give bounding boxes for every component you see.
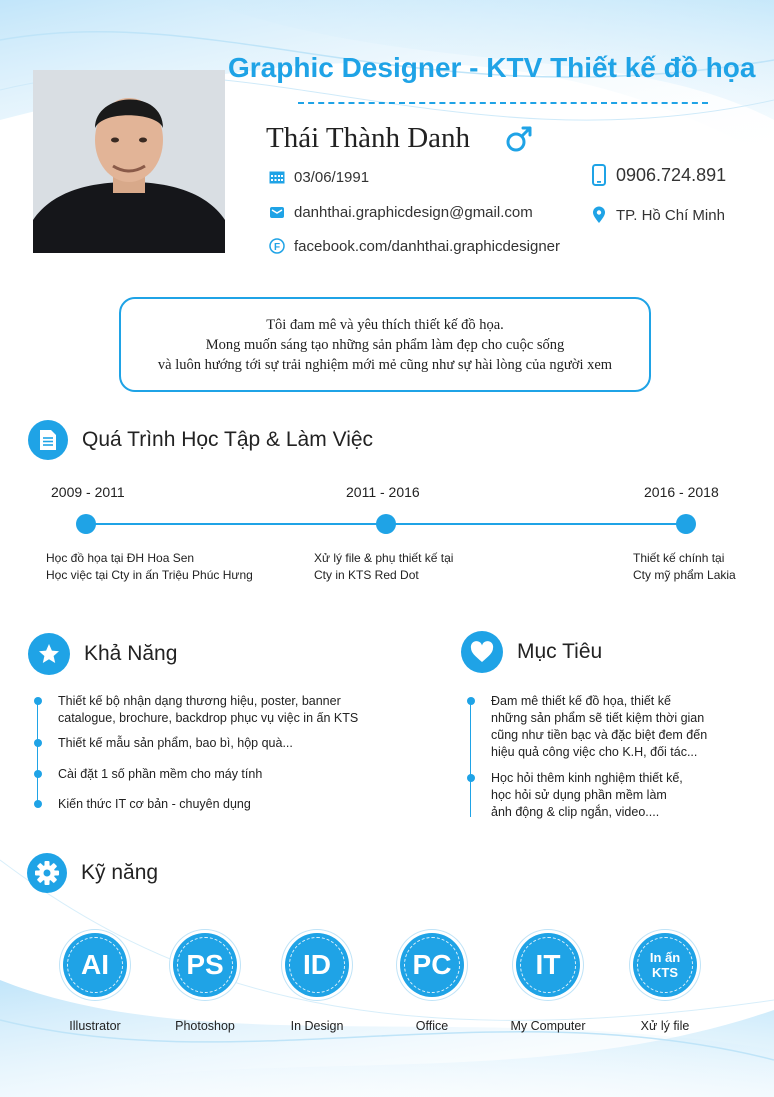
skill-badge: IT bbox=[516, 933, 580, 997]
star-icon bbox=[28, 633, 70, 675]
timeline-section-title bbox=[28, 420, 373, 460]
list-item bbox=[34, 735, 293, 752]
location-text: TP. Hồ Chí Minh bbox=[616, 206, 725, 224]
timeline-dot bbox=[676, 514, 696, 534]
bullet-dot bbox=[34, 697, 42, 705]
contact-location bbox=[590, 206, 725, 224]
contact-dob bbox=[268, 168, 369, 186]
phone-icon bbox=[590, 164, 608, 186]
skill-label: Office bbox=[415, 1019, 449, 1033]
dob-text: 03/06/1991 bbox=[294, 168, 370, 186]
skill-label: Photoshop bbox=[175, 1019, 235, 1033]
skill-item bbox=[262, 933, 372, 1033]
skill-label: Xử lý file bbox=[640, 1019, 690, 1033]
facebook-icon bbox=[268, 237, 286, 255]
gear-icon bbox=[27, 853, 67, 893]
contact-email[interactable] bbox=[268, 203, 533, 221]
list-item-text: Đam mê thiết kế đồ họa, thiết kế những sản phẩm sẽ tiết kiệm thời gian cũng như tiền bạc và đặc biệt đem đến hiệu quả công việc cho K.H, đối tác... bbox=[491, 694, 708, 759]
timeline-entry-desc bbox=[633, 550, 736, 584]
abilities-title-text: Khả Năng bbox=[84, 642, 178, 665]
list-item bbox=[34, 796, 251, 813]
timeline-desc-line: Thiết kế chính tại bbox=[633, 551, 725, 565]
skill-label: In Design bbox=[290, 1019, 344, 1033]
timeline-entry-desc bbox=[46, 550, 253, 584]
mail-icon bbox=[268, 203, 286, 221]
list-item bbox=[467, 693, 707, 761]
map-pin-icon bbox=[590, 206, 608, 224]
about-line: và luôn hướng tới sự trải nghiệm mới mẻ cũng như sự hài lòng của người xem bbox=[157, 356, 613, 373]
skill-badge: PC bbox=[400, 933, 464, 997]
phone-text[interactable]: 0906.724.891 bbox=[616, 164, 727, 185]
timeline-dot bbox=[376, 514, 396, 534]
skill-item bbox=[610, 933, 720, 1033]
skills-title-text: Kỹ năng bbox=[81, 861, 159, 884]
timeline-title-text: Quá Trình Học Tập & Làm Việc bbox=[82, 428, 374, 451]
skill-item bbox=[40, 933, 150, 1033]
timeline-dot bbox=[76, 514, 96, 534]
calendar-icon bbox=[268, 168, 286, 186]
timeline-desc-line: Học đồ họa tại ĐH Hoa Sen bbox=[46, 551, 195, 565]
bullet-dot bbox=[34, 770, 42, 778]
skill-item bbox=[493, 933, 603, 1033]
skill-label: My Computer bbox=[510, 1019, 586, 1033]
timeline-year: 2016 - 2018 bbox=[644, 484, 719, 500]
skill-item bbox=[150, 933, 260, 1033]
headline-title: Graphic Designer - KTV Thiết kế đồ họa bbox=[228, 52, 756, 83]
skill-badge: AI bbox=[63, 933, 127, 997]
timeline-desc-line: Học việc tại Cty in ấn Triệu Phúc Hưng bbox=[46, 568, 253, 582]
person-name: Thái Thành Danh bbox=[266, 122, 471, 154]
skill-badge: ID bbox=[285, 933, 349, 997]
bullet-dot bbox=[34, 739, 42, 747]
skill-item bbox=[377, 933, 487, 1033]
bullet-dot bbox=[34, 800, 42, 808]
timeline-desc-line: Cty in KTS Red Dot bbox=[314, 568, 419, 582]
bullet-dot bbox=[467, 774, 475, 782]
list-item bbox=[34, 693, 358, 727]
document-icon bbox=[28, 420, 68, 460]
about-line: Tôi đam mê và yêu thích thiết kế đồ họa. bbox=[266, 316, 504, 333]
list-item-text: Thiết kế mẫu sản phẩm, bao bì, hộp quà... bbox=[58, 736, 293, 750]
male-symbol-icon bbox=[504, 124, 534, 154]
skill-badge: PS bbox=[173, 933, 237, 997]
facebook-text[interactable]: facebook.com/danhthai.graphicdesigner bbox=[294, 237, 561, 255]
goals-title-text: Mục Tiêu bbox=[517, 640, 603, 663]
contact-facebook[interactable] bbox=[268, 237, 560, 255]
about-line: Mong muốn sáng tạo những sản phẩm làm đẹp cho cuộc sống bbox=[205, 336, 565, 353]
list-item bbox=[467, 770, 683, 821]
timeline-year: 2009 - 2011 bbox=[51, 484, 125, 500]
headline-divider bbox=[298, 102, 708, 104]
timeline-entry-desc bbox=[314, 550, 453, 584]
email-text[interactable]: danhthai.graphicdesign@gmail.com bbox=[294, 203, 533, 221]
contact-phone[interactable] bbox=[590, 164, 726, 186]
heart-icon bbox=[461, 631, 503, 673]
list-item-text: Cài đặt 1 số phần mềm cho máy tính bbox=[58, 767, 263, 781]
list-item bbox=[34, 766, 262, 783]
bullet-dot bbox=[467, 697, 475, 705]
list-item-text: Thiết kế bộ nhận dạng thương hiệu, poster, banner catalogue, brochure, backdrop phục vụ việc in ấn KTS bbox=[58, 694, 359, 725]
goals-list bbox=[467, 693, 757, 823]
timeline-desc-line: Xử lý file & phụ thiết kế tại bbox=[314, 551, 454, 565]
abilities-list bbox=[34, 693, 414, 813]
skills-section-title bbox=[27, 853, 158, 893]
abilities-section-title bbox=[28, 633, 177, 675]
profile-photo bbox=[33, 70, 225, 253]
goals-section-title bbox=[461, 631, 602, 673]
list-item-text: Học hỏi thêm kinh nghiệm thiết kế, học hỏi sử dụng phần mềm làm ảnh động & clip ngắn, video.... bbox=[491, 771, 683, 819]
timeline-desc-line: Cty mỹ phẩm Lakia bbox=[633, 568, 736, 582]
skill-label: Illustrator bbox=[69, 1019, 121, 1033]
timeline-year: 2011 - 2016 bbox=[346, 484, 420, 500]
skill-badge: In ấn KTS bbox=[633, 933, 697, 997]
list-item-text: Kiến thức IT cơ bản - chuyên dụng bbox=[58, 797, 251, 811]
svg-text:F: F bbox=[273, 242, 281, 253]
about-box bbox=[119, 297, 651, 392]
